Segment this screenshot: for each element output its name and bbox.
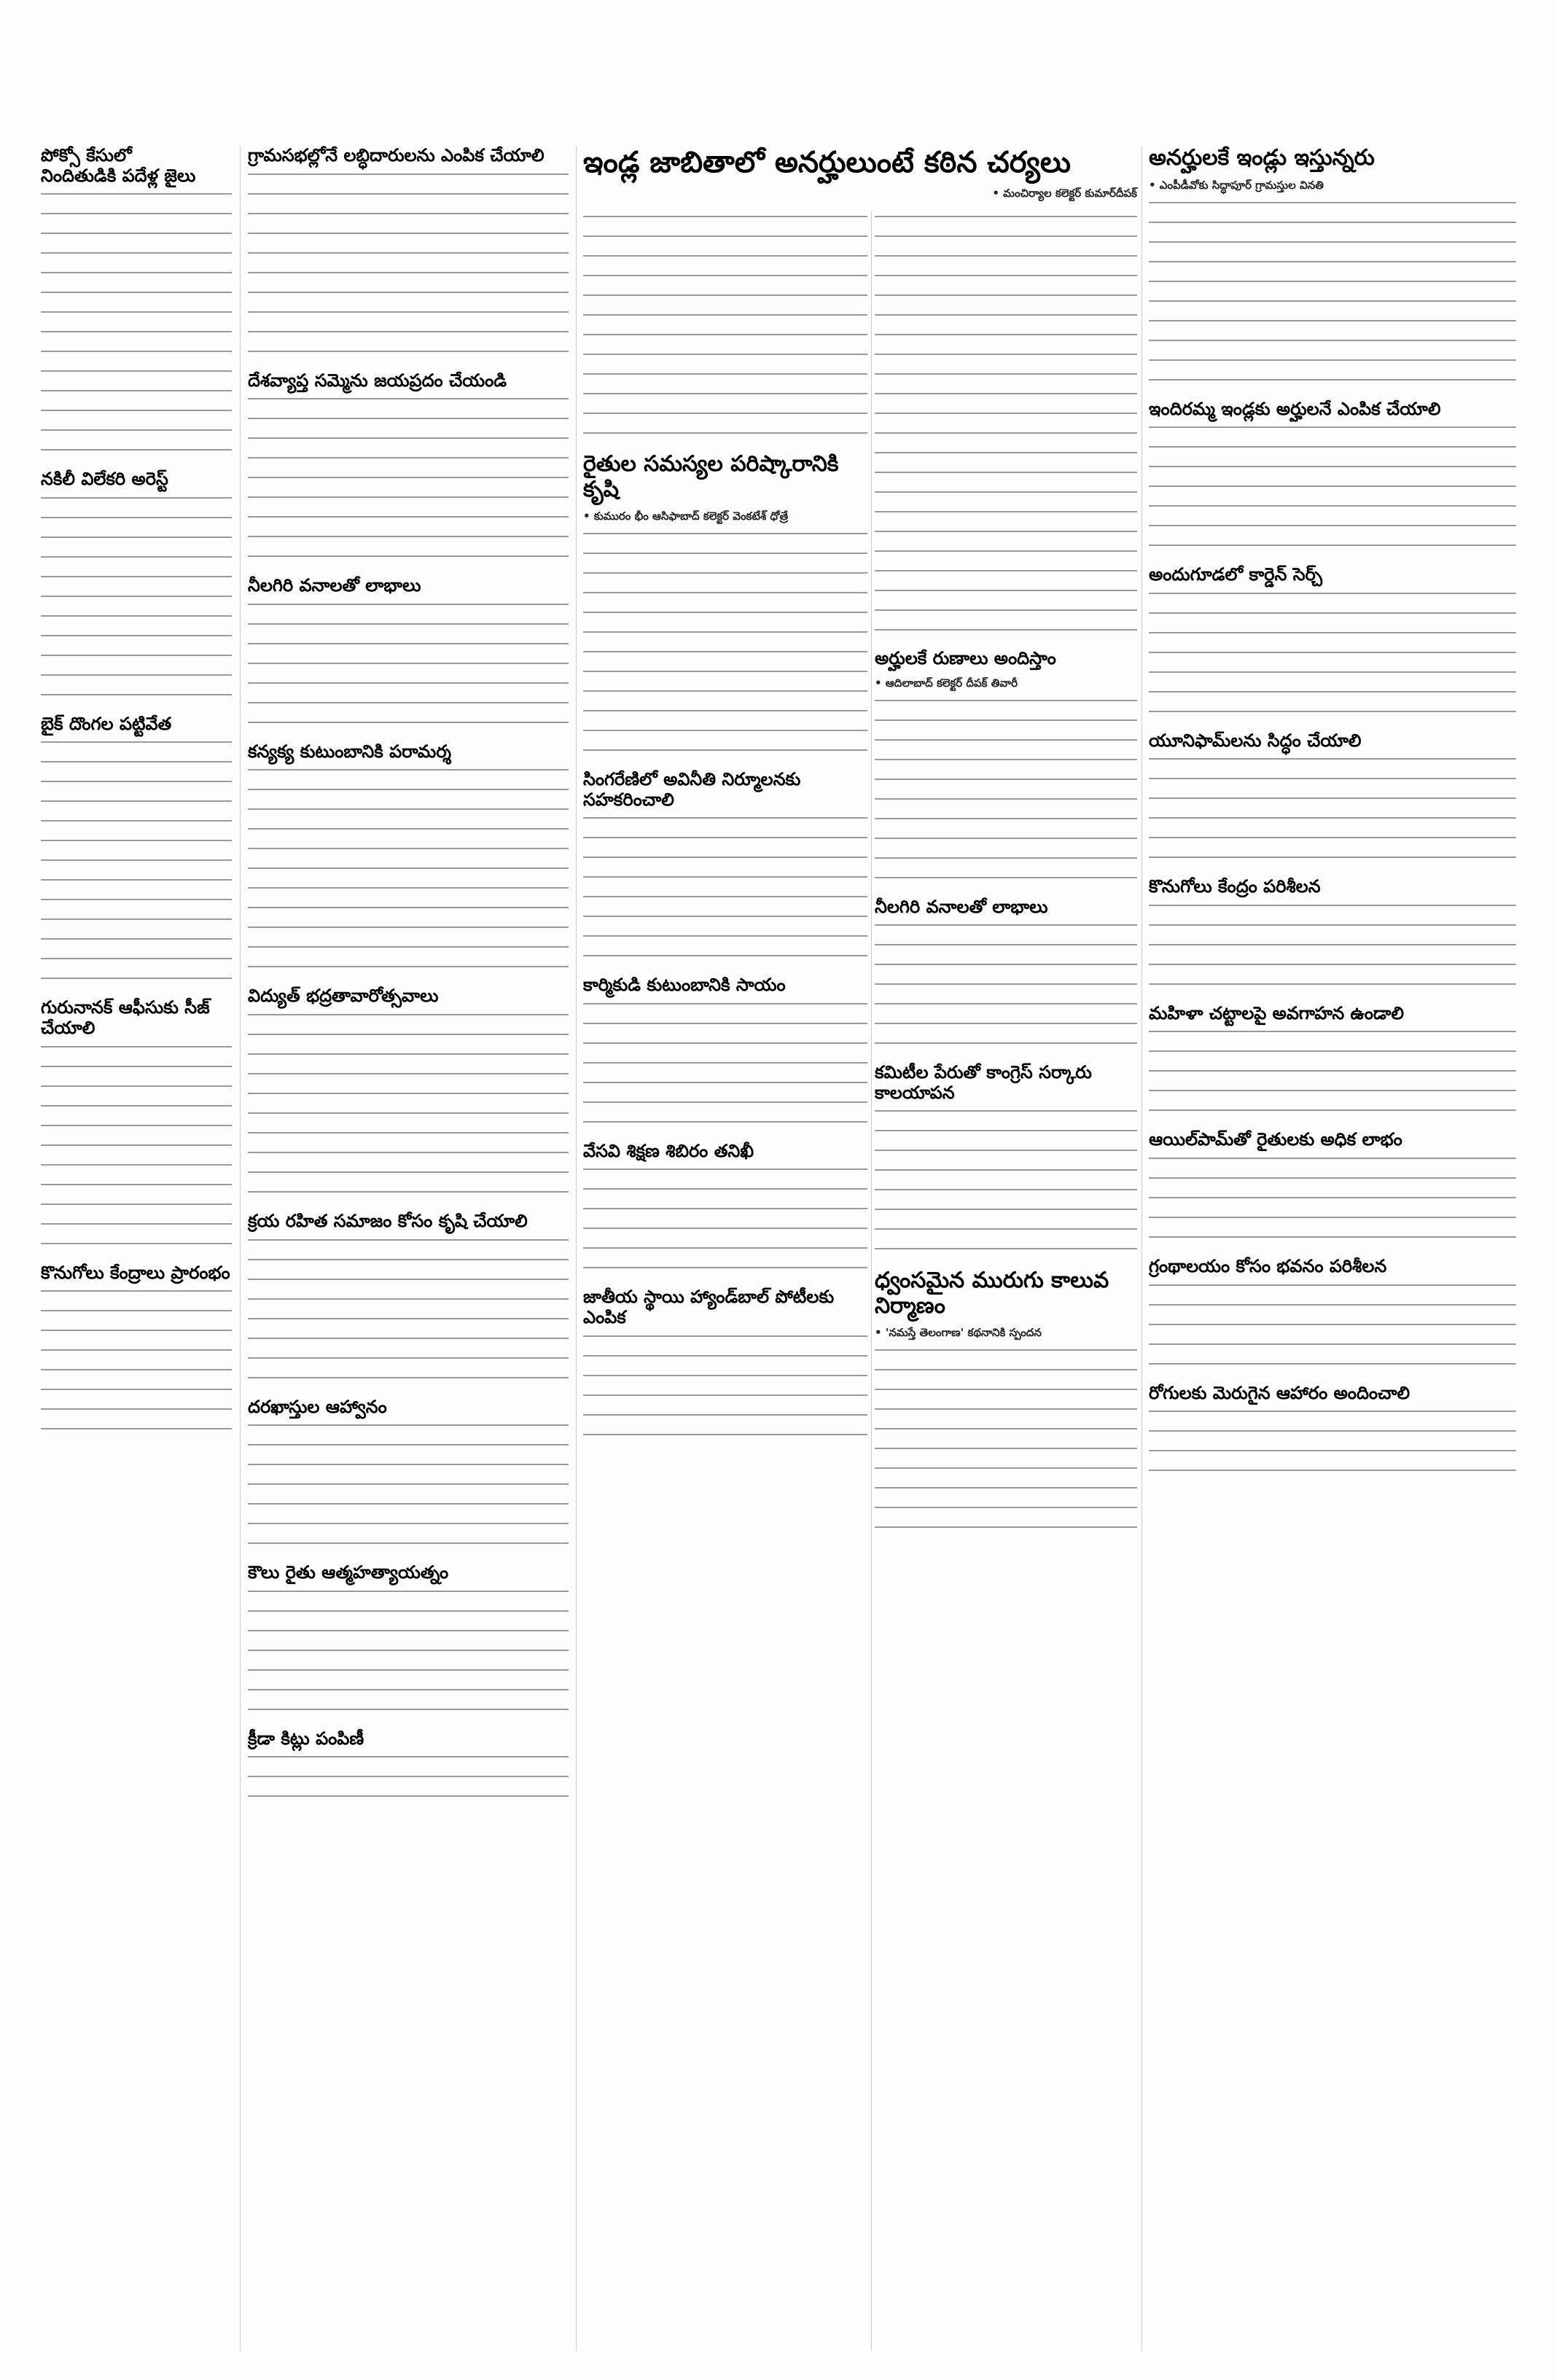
main-headline: ఇండ్ల జాబితాలో అనర్హులుంటే కఠిన చర్యలు <box>583 146 1072 179</box>
story-nilgiri-forests-2 <box>875 897 1137 1045</box>
story-body <box>41 1046 232 1244</box>
story-headline: దరఖాస్తుల ఆహ్వానం <box>248 1396 387 1417</box>
story-body <box>1149 758 1516 858</box>
column-5 <box>1149 146 1516 2351</box>
lead-story-body-cont <box>875 216 1137 631</box>
story-body <box>248 1756 569 1797</box>
story-body <box>41 1290 232 1429</box>
story-headline: ఇందిరమ్మ ఇండ్లకు అర్హులనే ఎంపిక చేయాలి <box>1149 398 1441 419</box>
story-uniforms <box>1149 731 1516 859</box>
story-body <box>248 173 569 352</box>
story-body <box>1149 426 1516 546</box>
column-2 <box>248 146 569 2351</box>
story-headline: యూనిఫామ్‌లను సిద్ధం చేయాలి <box>1149 730 1362 751</box>
story-body <box>248 769 569 967</box>
story-headline: నీలగిరి వనాలతో లాభాలు <box>248 575 421 596</box>
story-headline: మహిళా చట్టాలపై అవగాహన ఉండాలి <box>1149 1002 1404 1023</box>
story-byline: • కుమురం భీం ఆసిఫాబాద్ కలెక్టర్ వెంకటేశ్ ధోత్రే <box>583 510 789 523</box>
story-handball-selection <box>583 1287 867 1435</box>
lead-story-body <box>583 216 867 434</box>
story-oil-palm <box>1149 1130 1516 1238</box>
story-applications-invited <box>248 1397 569 1545</box>
story-body <box>583 1335 867 1435</box>
story-purchase-centres <box>41 1263 232 1430</box>
story-headline: నీలగిరి వనాలతో లాభాలు <box>875 896 1048 917</box>
story-body <box>875 1110 1137 1249</box>
story-headline: సింగరేణిలో అవినీతి నిర్మూలనకు సహకరించాలి <box>583 769 801 810</box>
story-summer-camp <box>583 1142 867 1269</box>
story-congress-committees <box>875 1063 1137 1249</box>
story-body <box>248 1014 569 1193</box>
story-headline: అందుగూడలో కార్డెన్ సెర్చ్ <box>1149 564 1323 585</box>
story-headline: కొనుగోలు కేంద్రాలు ప్రారంభం <box>41 1262 230 1283</box>
story-patient-food <box>1149 1384 1516 1472</box>
story-body <box>41 741 232 979</box>
story-library-building <box>1149 1257 1516 1365</box>
story-women-laws <box>1149 1004 1516 1112</box>
column-divider <box>240 146 241 2351</box>
story-singareni-corruption <box>583 770 867 956</box>
column-3 <box>583 211 867 2351</box>
story-body <box>1149 1284 1516 1365</box>
story-purchase-centre-inspection <box>1149 877 1516 985</box>
story-headline: క్రయ రహిత సమాజం కోసం కృషి చేయాలి <box>248 1210 528 1231</box>
story-body <box>583 1168 867 1268</box>
story-body <box>1149 202 1516 381</box>
story-headline: గురునానక్ ఆఫీసుకు సీజ్ చేయాలి <box>41 997 210 1038</box>
story-body <box>875 1349 1137 1528</box>
story-cordon-search <box>1149 565 1516 712</box>
story-fake-reporter <box>41 469 232 695</box>
story-byline: • ఆదిలాబాద్ కలెక్టర్ దీపక్ తివారీ <box>875 676 1018 690</box>
story-nationwide-strike <box>248 371 569 558</box>
story-byline: • 'నమస్తే తెలంగాణ' కథనానికి స్పందన <box>875 1326 1042 1340</box>
story-body <box>1149 1158 1516 1238</box>
story-crime-free-society <box>248 1212 569 1378</box>
story-body <box>248 1591 569 1710</box>
story-headline: కమిటీల పేరుతో కాంగ్రెస్ సర్కారు కాలయాపన <box>875 1062 1092 1103</box>
story-gurunanak-office <box>41 998 232 1244</box>
story-farmers-issues <box>583 452 867 751</box>
main-byline: • మంచిర్యాల కలెక్టర్ కుమార్‌దీపక్ <box>992 187 1137 200</box>
story-nilgiri-forests <box>248 576 569 723</box>
story-family-consolation <box>248 742 569 968</box>
story-body <box>248 1239 569 1378</box>
story-headline: వేసవి శిక్షణ శిబిరం తనిఖీ <box>583 1140 754 1161</box>
story-headline: కౌలు రైతు ఆత్మహత్యాయత్నం <box>248 1562 449 1583</box>
story-indiramma-houses <box>1149 399 1516 547</box>
story-headline: విద్యుత్ భద్రతావారోత్సవాలు <box>248 986 439 1007</box>
story-headline: గ్రామసభల్లోనే లబ్ధిదారులను ఎంపిక చేయాలి <box>248 146 545 165</box>
story-headline: కొనుగోలు కేంద్రం పరిశీలన <box>1149 876 1321 897</box>
story-headline: కన్యక్య కుటుంబానికి పరామర్శ <box>248 741 451 762</box>
story-body <box>875 924 1137 1044</box>
story-body <box>1149 905 1516 985</box>
story-worker-family-aid <box>583 975 867 1123</box>
story-headline: దేశవ్యాప్త సమ్మెను జయప్రదం చేయండి <box>248 370 507 391</box>
story-headline: బైక్ దొంగల పట్టివేత <box>41 713 172 734</box>
story-headline: జాతీయ స్థాయి హ్యాండ్‌బాల్ పోటీలకు ఎంపిక <box>583 1287 835 1327</box>
story-gram-sabha <box>248 146 569 352</box>
story-electrical-safety <box>248 986 569 1193</box>
story-tenant-farmer <box>248 1563 569 1710</box>
story-body <box>248 398 569 557</box>
story-body <box>583 817 867 956</box>
story-body <box>41 497 232 695</box>
story-pocso <box>41 146 232 450</box>
story-headline: రోగులకు మెరుగైన ఆహారం అందించాలి <box>1149 1382 1410 1403</box>
story-body <box>583 533 867 751</box>
story-body <box>248 1424 569 1544</box>
column-divider <box>576 146 577 2351</box>
story-body <box>248 604 569 723</box>
story-byline: • ఎంపీడీవోకు సిద్ధాపూర్ గ్రామస్తుల వినతి <box>1149 178 1324 192</box>
story-headline: పోక్సో కేసులో నిందితుడికి పదేళ్ల జైలు <box>41 146 196 186</box>
column-1 <box>41 146 232 2351</box>
story-sports-kits <box>248 1729 569 1798</box>
story-body <box>1149 1031 1516 1111</box>
story-headline: ఆయిల్‌పామ్‌తో రైతులకు అధిక లాభం <box>1149 1129 1402 1150</box>
story-eligible-loans <box>875 649 1137 878</box>
story-bike-thieves <box>41 714 232 980</box>
story-headline: నకిలీ విలేకరి అరెస్ట్ <box>41 469 168 490</box>
story-body <box>875 700 1137 878</box>
lead-story-header <box>583 146 1137 210</box>
story-body <box>1149 1411 1516 1471</box>
story-body <box>41 193 232 450</box>
column-4 <box>875 211 1137 2351</box>
story-body <box>583 1003 867 1123</box>
story-drain-construction <box>875 1268 1137 1528</box>
story-body <box>1149 593 1516 712</box>
story-headline: గ్రంథాలయం కోసం భవనం పరిశీలన <box>1149 1256 1387 1277</box>
story-headline: కార్మికుడి కుటుంబానికి సాయం <box>583 975 786 996</box>
story-headline: ధ్వంసమైన మురుగు కాలువ నిర్మాణం <box>875 1268 1109 1319</box>
story-headline: రైతుల సమస్యల పరిష్కారానికి కృషి <box>583 451 839 502</box>
story-headline: అర్హులకే రుణాలు అందిస్తాం <box>875 648 1056 668</box>
story-ineligible-houses <box>1149 146 1516 381</box>
column-divider <box>871 211 872 2351</box>
story-headline: క్రీడా కిట్లు పంపిణీ <box>248 1728 364 1749</box>
story-headline: అనర్హులకే ఇండ్లు ఇస్తున్నరు <box>1149 146 1375 171</box>
